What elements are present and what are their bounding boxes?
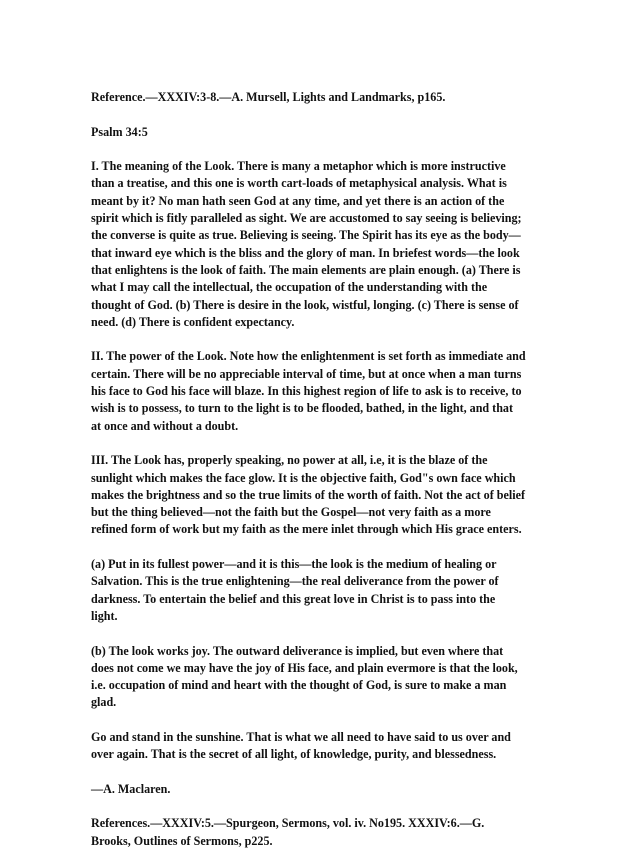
section-1-paragraph xyxy=(91,158,553,331)
text-line: the converse is quite as true. Believing is seeing. The Spirit has its eye as the body— xyxy=(91,228,521,243)
text-line: III. The Look has, properly speaking, no power at all, i.e, it is the blaze of the xyxy=(91,453,488,468)
text-line: wish is to possess, to turn to the light is to be flooded, bathed, in the light, and that xyxy=(91,401,513,416)
text-line: sunlight which makes the face glow. It is the objective faith, God"s own face which xyxy=(91,470,516,485)
references-paragraph xyxy=(91,815,553,850)
text-line: over again. That is the secret of all light, of knowledge, purity, and blessedness. xyxy=(91,747,497,762)
text-line: at once and without a doubt. xyxy=(91,418,239,433)
text-line: Go and stand in the sunshine. That is what we all need to have said to us over and xyxy=(91,729,511,744)
text-line: that enlightens is the look of faith. The main elements are plain enough. (a) There is xyxy=(91,262,521,277)
text-line: but the thing believed—not the faith but the Gospel—not very faith as a more xyxy=(91,505,491,520)
text-line: does not come we may have the joy of His face, and plain evermore is that the look, xyxy=(91,660,518,675)
section-2-paragraph xyxy=(91,348,553,434)
text-line: meant by it? No man hath seen God at any time, and yet there is an action of the xyxy=(91,193,505,208)
text-line: that inward eye which is the bliss and the glory of man. In briefest words—the look xyxy=(91,245,520,260)
text-line: makes the brightness and so the true limits of the worth of faith. Not the act of belief xyxy=(91,487,525,502)
text-line: need. (d) There is confident expectancy. xyxy=(91,314,295,329)
section-3-paragraph xyxy=(91,452,553,538)
text-line: refined form of work but my faith as the mere inlet through which His grace enters. xyxy=(91,522,522,537)
text-line: i.e. occupation of mind and heart with the thought of God, is sure to make a man xyxy=(91,678,507,693)
reference-paragraph xyxy=(91,89,553,106)
text-line: Reference.—XXXIV:3-8.—A. Mursell, Lights and Landmarks, p165. xyxy=(91,90,446,104)
text-line: —A. Maclaren. xyxy=(91,781,171,796)
text-line: certain. There will be no appreciable interval of time, but at once when a man turns xyxy=(91,366,522,381)
author-attribution xyxy=(91,781,553,798)
text-line: Salvation. This is the true enlightening—the real deliverance from the power of xyxy=(91,574,499,589)
text-line: Brooks, Outlines of Sermons, p225. xyxy=(91,833,273,848)
text-line: spirit which is fitly paralleled as sight. We are accustomed to say seeing is believing; xyxy=(91,211,522,226)
text-line: than a treatise, and this one is worth cart-loads of metaphysical analysis. What is xyxy=(91,176,507,191)
text-line: I. The meaning of the Look. There is many a metaphor which is more instructive xyxy=(91,159,506,174)
text-line: II. The power of the Look. Note how the enlightenment is set forth as immediate and xyxy=(91,349,526,364)
text-line: glad. xyxy=(91,695,117,710)
text-line: Psalm 34:5 xyxy=(91,124,148,139)
text-line: his face to God his face will blaze. In this highest region of life to ask is to receive, to xyxy=(91,384,522,399)
point-b-paragraph xyxy=(91,643,553,712)
text-line: thought of God. (b) There is desire in the look, wistful, longing. (c) There is sense of xyxy=(91,297,519,312)
text-line: (a) Put in its fullest power—and it is this—the look is the medium of healing or xyxy=(91,557,497,572)
document-page xyxy=(91,89,553,867)
psalm-heading xyxy=(91,124,553,141)
point-a-paragraph xyxy=(91,556,553,625)
text-line: References.—XXXIV:5.—Spurgeon, Sermons, vol. iv. No195. XXXIV:6.—G. xyxy=(91,816,485,831)
text-line: what I may call the intellectual, the occupation of the understanding with the xyxy=(91,280,488,295)
text-line: darkness. To entertain the belief and this great love in Christ is to pass into the xyxy=(91,591,496,606)
text-line: light. xyxy=(91,608,118,623)
closing-paragraph xyxy=(91,729,553,764)
text-line: (b) The look works joy. The outward deliverance is implied, but even where that xyxy=(91,643,504,658)
